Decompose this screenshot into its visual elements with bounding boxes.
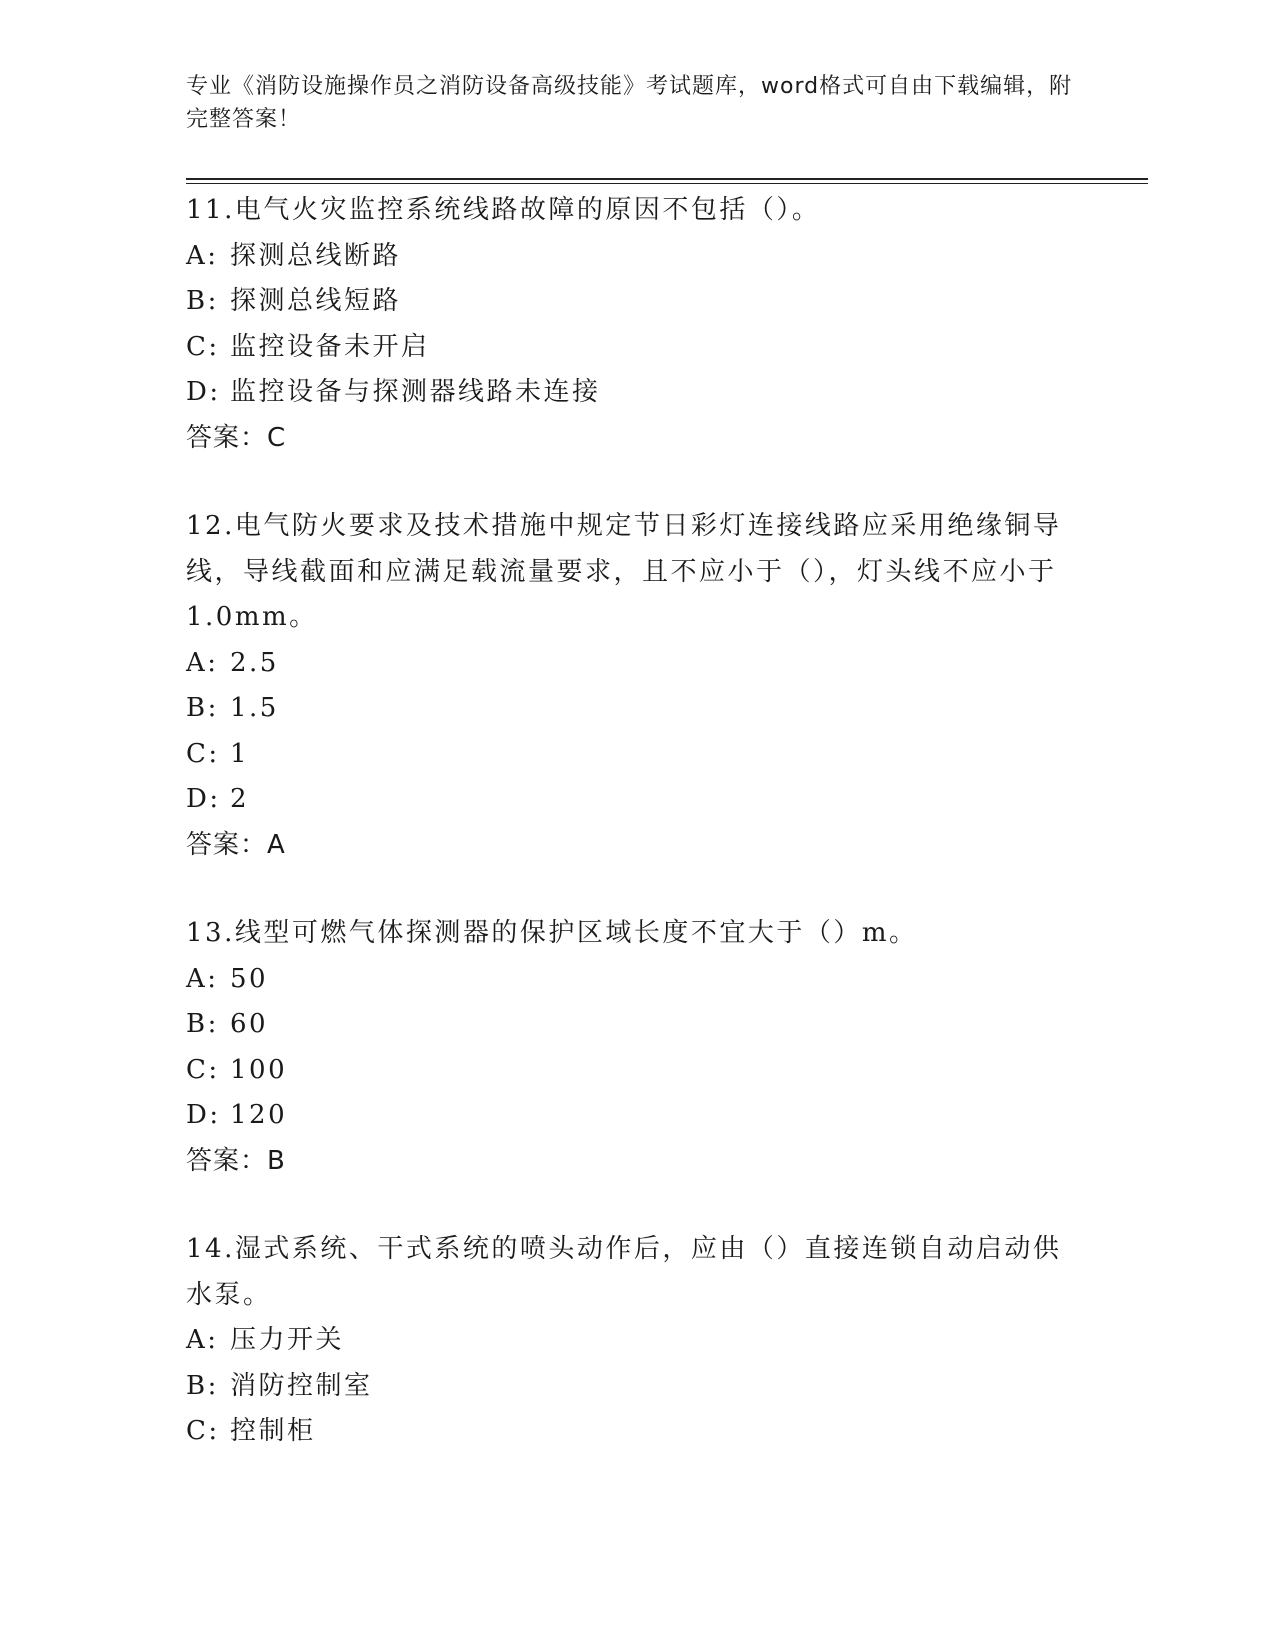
header-divider-thick [186, 178, 1148, 180]
option-c [186, 325, 1086, 371]
option-text: 2.5 [230, 647, 279, 678]
option-letter: C: [186, 331, 220, 362]
option-text: 1.5 [230, 693, 279, 723]
option-d [186, 1093, 1086, 1139]
option-b [186, 1364, 1086, 1410]
question-text: 14.湿式系统、干式系统的喷头动作后，应由（）直接连锁自动启动供水泵。 [186, 1234, 1062, 1310]
option-text: 2 [230, 784, 250, 814]
option-a [186, 641, 1086, 687]
option-text: 探测总线断路 [230, 240, 402, 271]
option-a [186, 1318, 1086, 1364]
question-13 [186, 911, 1086, 1184]
option-b [186, 279, 1086, 325]
option-letter: C: [186, 738, 220, 769]
option-b [186, 686, 1086, 732]
option-text: 监控设备未开启 [230, 331, 430, 362]
option-text: 消防控制室 [230, 1370, 373, 1401]
option-text: 100 [230, 1054, 288, 1085]
option-text: 压力开关 [230, 1325, 345, 1355]
question-text: 12.电气防火要求及技术措施中规定节日彩灯连接线路应采用绝缘铜导线，导线截面和应满足载流量要求，且不应小于（），灯头线不应小于1.0mm。 [186, 511, 1062, 632]
option-b [186, 1002, 1086, 1048]
question-list [186, 188, 1086, 1498]
document-header-note: 专业《消防设施操作员之消防设备高级技能》考试题库，word格式可自由下载编辑，附完整答案！ [186, 74, 1073, 132]
header-divider-thin [186, 183, 1148, 184]
question-text: 11.电气火灾监控系统线路故障的原因不包括（）。 [186, 195, 821, 225]
option-letter: B: [186, 1009, 219, 1039]
question-text: 13.线型可燃气体探测器的保护区域长度不宜大于（）m。 [186, 918, 918, 948]
option-letter: A: [186, 647, 219, 678]
option-letter: B: [186, 693, 219, 723]
option-text: 1 [230, 738, 250, 769]
option-d [186, 370, 1086, 416]
option-text: 50 [230, 963, 269, 994]
option-letter: C: [186, 1054, 220, 1085]
option-letter: A: [186, 1325, 219, 1355]
option-letter: A: [186, 240, 219, 271]
option-text: 120 [230, 1100, 288, 1130]
answer-line: 答案：B [186, 1145, 286, 1176]
option-text: 探测总线短路 [230, 286, 402, 316]
option-d [186, 777, 1086, 823]
answer-line: 答案：A [186, 829, 286, 860]
option-letter: A: [186, 963, 219, 994]
question-11 [186, 188, 1086, 461]
question-14 [186, 1227, 1086, 1455]
option-letter: B: [186, 1370, 219, 1401]
option-letter: B: [186, 286, 219, 316]
answer-line: 答案：C [186, 422, 287, 453]
option-c [186, 1048, 1086, 1094]
option-a [186, 957, 1086, 1003]
option-letter: D: [186, 1100, 221, 1130]
option-letter: D: [186, 377, 221, 407]
option-letter: D: [186, 784, 221, 814]
question-12 [186, 504, 1086, 868]
option-a [186, 234, 1086, 280]
option-c [186, 732, 1086, 778]
option-c [186, 1409, 1086, 1455]
option-text: 监控设备与探测器线路未连接 [230, 377, 601, 407]
option-text: 60 [230, 1009, 269, 1039]
option-text: 控制柜 [230, 1416, 316, 1446]
option-letter: C: [186, 1416, 220, 1446]
